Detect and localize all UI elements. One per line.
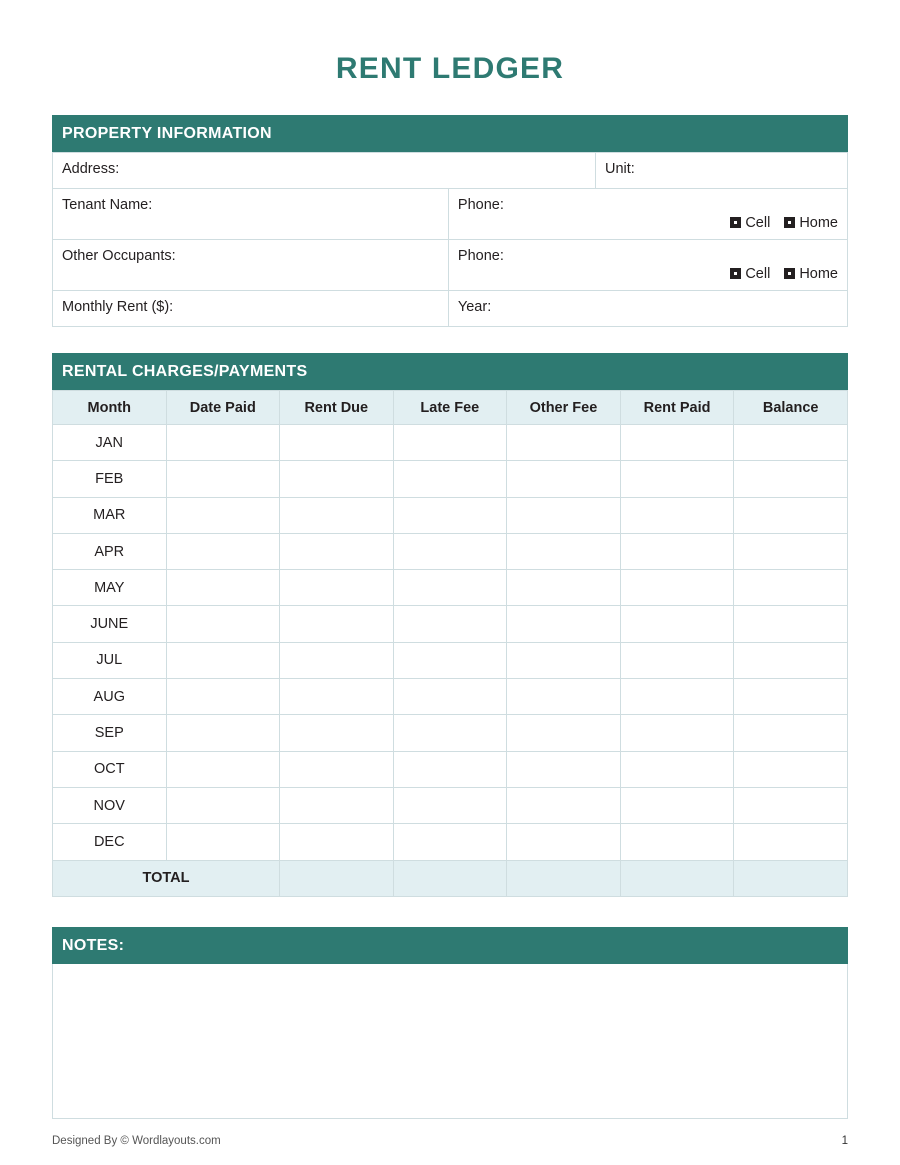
cell-rent-paid[interactable] <box>620 824 734 860</box>
cell-late-fee[interactable] <box>393 570 507 606</box>
column-header-other-fee: Other Fee <box>507 391 621 425</box>
tenant-phone-home-option[interactable] <box>784 215 838 231</box>
cell-balance[interactable] <box>734 461 848 497</box>
cell-other-fee[interactable] <box>507 787 621 823</box>
cell-date-paid[interactable] <box>166 642 280 678</box>
cell-other-fee[interactable] <box>507 824 621 860</box>
tenant-phone-label: Phone: <box>457 197 504 213</box>
cell-rent-due[interactable] <box>280 824 394 860</box>
cell-balance[interactable] <box>734 642 848 678</box>
table-row <box>53 715 848 751</box>
table-row <box>53 291 848 327</box>
tenant-phone-cell-label: Cell <box>745 215 771 231</box>
cell-balance[interactable] <box>734 497 848 533</box>
cell-balance[interactable] <box>734 570 848 606</box>
table-row <box>53 461 848 497</box>
occupant-phone-field[interactable] <box>448 240 847 291</box>
tenant-name-field[interactable] <box>53 189 449 240</box>
cell-rent-due[interactable] <box>280 533 394 569</box>
total-rent-paid[interactable] <box>620 860 734 896</box>
table-row <box>53 751 848 787</box>
cell-date-paid[interactable] <box>166 461 280 497</box>
table-row <box>53 189 848 240</box>
cell-month: AUG <box>53 679 167 715</box>
cell-month: MAY <box>53 570 167 606</box>
tenant-phone-home-label: Home <box>799 215 838 231</box>
property-information-band: PROPERTY INFORMATION <box>52 115 848 152</box>
tenant-phone-field[interactable] <box>448 189 847 240</box>
year-field[interactable] <box>448 291 847 327</box>
property-information-table <box>52 152 848 327</box>
cell-rent-due[interactable] <box>280 679 394 715</box>
cell-late-fee[interactable] <box>393 642 507 678</box>
column-header-date-paid: Date Paid <box>166 391 280 425</box>
total-rent-due[interactable] <box>280 860 394 896</box>
cell-rent-due[interactable] <box>280 642 394 678</box>
column-header-balance: Balance <box>734 391 848 425</box>
cell-month: FEB <box>53 461 167 497</box>
address-label: Address: <box>62 161 120 177</box>
cell-other-fee[interactable] <box>507 679 621 715</box>
cell-date-paid[interactable] <box>166 425 280 461</box>
cell-date-paid[interactable] <box>166 570 280 606</box>
table-row <box>53 824 848 860</box>
occupant-phone-cell-label: Cell <box>745 266 771 282</box>
property-information-section <box>52 115 848 327</box>
cell-balance[interactable] <box>734 824 848 860</box>
cell-other-fee[interactable] <box>507 715 621 751</box>
total-label: TOTAL <box>53 860 280 896</box>
occupant-phone-home-label: Home <box>799 266 838 282</box>
cell-month: APR <box>53 533 167 569</box>
cell-rent-paid[interactable] <box>620 679 734 715</box>
notes-section <box>52 927 848 1119</box>
cell-late-fee[interactable] <box>393 606 507 642</box>
cell-month: DEC <box>53 824 167 860</box>
cell-rent-paid[interactable] <box>620 751 734 787</box>
occupant-phone-home-option[interactable] <box>784 266 838 282</box>
cell-month: MAR <box>53 497 167 533</box>
table-row <box>53 679 848 715</box>
cell-month: OCT <box>53 751 167 787</box>
cell-other-fee[interactable] <box>507 461 621 497</box>
cell-rent-due[interactable] <box>280 497 394 533</box>
cell-late-fee[interactable] <box>393 533 507 569</box>
cell-late-fee[interactable] <box>393 679 507 715</box>
cell-rent-paid[interactable] <box>620 461 734 497</box>
cell-month: JAN <box>53 425 167 461</box>
cell-date-paid[interactable] <box>166 679 280 715</box>
cell-late-fee[interactable] <box>393 425 507 461</box>
total-row <box>53 860 848 896</box>
cell-rent-paid[interactable] <box>620 787 734 823</box>
cell-date-paid[interactable] <box>166 824 280 860</box>
table-row <box>53 153 848 189</box>
cell-late-fee[interactable] <box>393 751 507 787</box>
occupant-phone-label: Phone: <box>457 248 504 264</box>
page-number: 1 <box>841 1135 848 1147</box>
table-row <box>53 606 848 642</box>
total-balance[interactable] <box>734 860 848 896</box>
monthly-rent-label: Monthly Rent ($): <box>62 299 174 315</box>
cell-rent-due[interactable] <box>280 715 394 751</box>
page-title: RENT LEDGER <box>335 52 565 85</box>
cell-date-paid[interactable] <box>166 497 280 533</box>
cell-balance[interactable] <box>734 606 848 642</box>
table-row <box>53 497 848 533</box>
cell-late-fee[interactable] <box>393 715 507 751</box>
cell-other-fee[interactable] <box>507 425 621 461</box>
year-label: Year: <box>457 299 492 315</box>
cell-balance[interactable] <box>734 679 848 715</box>
rental-charges-section <box>52 353 848 897</box>
page-footer <box>52 1135 848 1147</box>
cell-late-fee[interactable] <box>393 497 507 533</box>
monthly-rent-field[interactable] <box>53 291 449 327</box>
address-field[interactable] <box>53 153 596 189</box>
table-row <box>53 533 848 569</box>
cell-rent-due[interactable] <box>280 425 394 461</box>
unit-label: Unit: <box>604 161 635 177</box>
cell-late-fee[interactable] <box>393 787 507 823</box>
cell-rent-paid[interactable] <box>620 715 734 751</box>
cell-other-fee[interactable] <box>507 642 621 678</box>
notes-input[interactable] <box>52 964 848 1119</box>
cell-rent-paid[interactable] <box>620 533 734 569</box>
unit-field[interactable] <box>595 153 847 189</box>
cell-rent-due[interactable] <box>280 461 394 497</box>
cell-balance[interactable] <box>734 715 848 751</box>
checkbox-icon[interactable] <box>784 217 795 228</box>
tenant-name-label: Tenant Name: <box>62 197 153 213</box>
cell-other-fee[interactable] <box>507 533 621 569</box>
cell-date-paid[interactable] <box>166 751 280 787</box>
cell-balance[interactable] <box>734 425 848 461</box>
tenant-phone-type-group <box>458 215 838 231</box>
table-row <box>53 240 848 291</box>
occupant-phone-type-group <box>458 266 838 282</box>
cell-other-fee[interactable] <box>507 570 621 606</box>
cell-late-fee[interactable] <box>393 461 507 497</box>
notes-band: NOTES: <box>52 927 848 964</box>
table-row <box>53 787 848 823</box>
cell-rent-due[interactable] <box>280 606 394 642</box>
cell-date-paid[interactable] <box>166 533 280 569</box>
cell-date-paid[interactable] <box>166 715 280 751</box>
table-row <box>53 570 848 606</box>
other-occupants-label: Other Occupants: <box>62 248 176 264</box>
other-occupants-field[interactable] <box>53 240 449 291</box>
cell-rent-paid[interactable] <box>620 570 734 606</box>
checkbox-icon[interactable] <box>730 217 741 228</box>
total-other-fee[interactable] <box>507 860 621 896</box>
cell-balance[interactable] <box>734 751 848 787</box>
cell-date-paid[interactable] <box>166 787 280 823</box>
total-late-fee[interactable] <box>393 860 507 896</box>
cell-month: NOV <box>53 787 167 823</box>
column-header-rent-due: Rent Due <box>280 391 394 425</box>
tenant-phone-cell-option[interactable] <box>730 215 770 231</box>
table-row <box>53 642 848 678</box>
cell-rent-paid[interactable] <box>620 497 734 533</box>
cell-month: SEP <box>53 715 167 751</box>
column-header-late-fee: Late Fee <box>393 391 507 425</box>
rental-charges-band: RENTAL CHARGES/PAYMENTS <box>52 353 848 390</box>
column-header-month: Month <box>53 391 167 425</box>
cell-date-paid[interactable] <box>166 606 280 642</box>
cell-late-fee[interactable] <box>393 824 507 860</box>
cell-other-fee[interactable] <box>507 497 621 533</box>
checkbox-icon[interactable] <box>730 268 741 279</box>
column-header-rent-paid: Rent Paid <box>620 391 734 425</box>
cell-month: JUL <box>53 642 167 678</box>
cell-rent-paid[interactable] <box>620 606 734 642</box>
cell-month: JUNE <box>53 606 167 642</box>
cell-rent-paid[interactable] <box>620 425 734 461</box>
cell-other-fee[interactable] <box>507 751 621 787</box>
cell-balance[interactable] <box>734 533 848 569</box>
table-row <box>53 425 848 461</box>
cell-balance[interactable] <box>734 787 848 823</box>
table-header-row <box>53 391 848 425</box>
cell-rent-paid[interactable] <box>620 642 734 678</box>
rental-charges-table <box>52 390 848 897</box>
cell-rent-due[interactable] <box>280 787 394 823</box>
designed-by-credit: Designed By © Wordlayouts.com <box>52 1135 221 1147</box>
cell-rent-due[interactable] <box>280 570 394 606</box>
occupant-phone-cell-option[interactable] <box>730 266 770 282</box>
cell-rent-due[interactable] <box>280 751 394 787</box>
cell-other-fee[interactable] <box>507 606 621 642</box>
checkbox-icon[interactable] <box>784 268 795 279</box>
rental-charges-body <box>53 425 848 897</box>
